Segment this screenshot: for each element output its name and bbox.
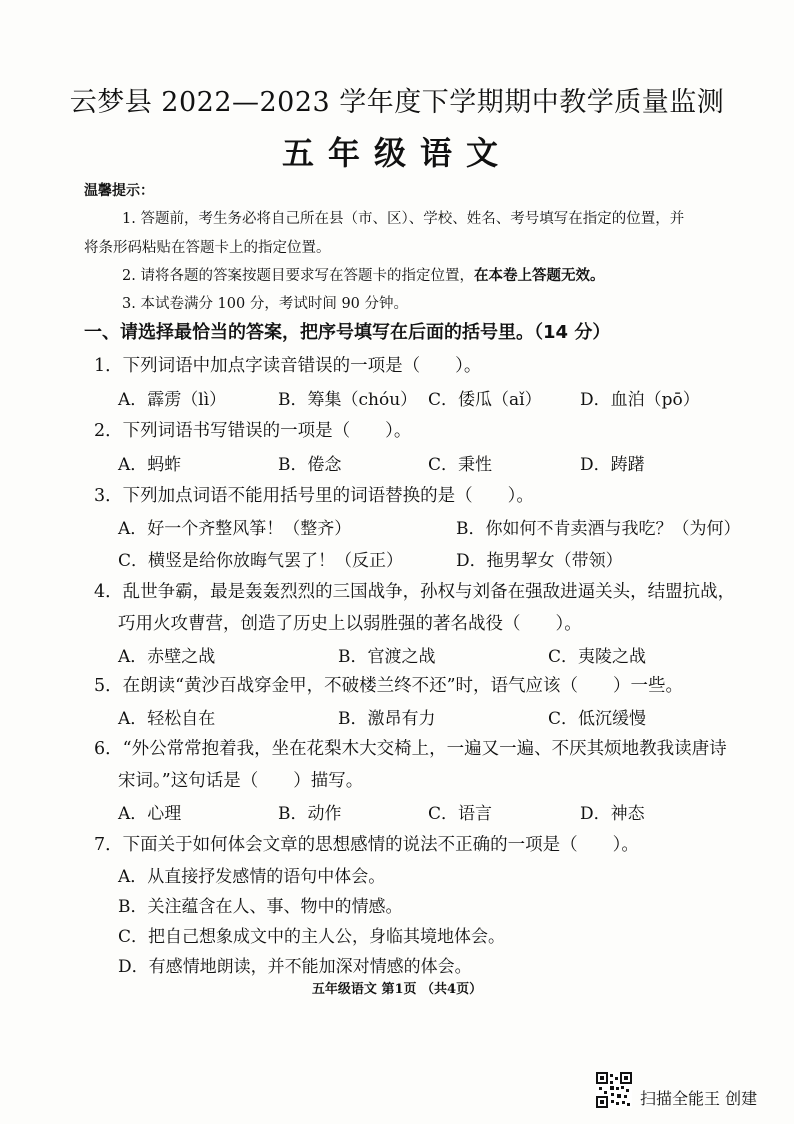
question-7-option-d: D．有感情地朗读，并不能加深对情感的体会。: [118, 957, 472, 977]
scanner-watermark-text: 扫描全能王 创建: [640, 1089, 758, 1108]
question-6-stem-line-1: 6．“外公常常抱着我，坐在花梨木大交椅上，一遍又一遍、不厌其烦地教我读唐诗: [94, 739, 727, 759]
question-2-option-c: C．秉性: [428, 455, 493, 475]
question-1-option-a: A．霹雳（lì）: [118, 390, 227, 410]
question-1-option-d: D．血泊（pō）: [580, 390, 700, 410]
question-5-option-b: B．激昂有力: [338, 709, 436, 729]
question-4-option-b: B．官渡之战: [338, 647, 436, 667]
question-5-option-a: A．轻松自在: [118, 709, 216, 729]
question-4-stem-line-1: 4．乱世争霸，最是轰轰烈烈的三国战争，孙权与刘备在强敌进逼关头，结盟抗战，: [94, 582, 736, 602]
question-7-option-a: A．从直接抒发感情的语句中体会。: [118, 867, 386, 887]
question-6-option-a: A．心理: [118, 804, 182, 824]
exam-title: 云梦县 2022—2023 学年度下学期期中教学质量监测: [69, 87, 725, 118]
question-6-option-c: C．语言: [428, 804, 493, 824]
page-footer: 五年级语文 第1页 （共4页）: [311, 982, 483, 997]
question-4-stem-line-2: 巧用火攻曹营，创造了历史上以弱胜强的著名战役（ ）。: [118, 614, 582, 634]
question-3-stem: 3．下列加点词语不能用括号里的词语替换的是（ ）。: [94, 486, 534, 506]
qr-code-icon: [596, 1072, 632, 1108]
section-1-heading: 一、请选择最恰当的答案，把序号填写在后面的括号里。（14 分）: [84, 322, 611, 343]
question-7-option-b: B．关注蕴含在人、事、物中的情感。: [118, 897, 403, 917]
question-3-option-c: C．横竖是给你放晦气罢了！（反正）: [118, 551, 404, 571]
question-6-option-b: B．动作: [278, 804, 342, 824]
question-6-option-d: D．神态: [580, 804, 645, 824]
exam-subject: 五年级语文: [281, 134, 512, 172]
question-2-option-b: B．倦念: [278, 455, 342, 475]
tip-item-3: 3. 本试卷满分 100 分，考试时间 90 分钟。: [122, 296, 409, 312]
question-1-stem: 1．下列词语中加点字读音错误的一项是（ ）。: [94, 356, 482, 376]
question-5-option-c: C．低沉缓慢: [548, 709, 647, 729]
tip-item-2-emphasis: 在本卷上答题无效。: [473, 267, 605, 284]
tips-heading: 温馨提示：: [84, 183, 154, 199]
question-4-option-c: C．夷陵之战: [548, 647, 647, 667]
tip-item-2-text: 2. 请将各题的答案按题目要求写在答题卡的指定位置，: [122, 268, 474, 284]
question-2-option-d: D．踌躇: [580, 455, 645, 475]
question-3-option-a: A．好一个齐整风筝！（整齐）: [118, 519, 352, 539]
question-5-stem: 5．在朗读“黄沙百战穿金甲，不破楼兰终不还”时，语气应该（ ）一些。: [94, 676, 684, 696]
question-2-stem: 2．下列词语书写错误的一项是（ ）。: [94, 421, 412, 441]
question-1-option-c: C．倭瓜（aǐ）: [428, 390, 542, 410]
question-3-option-d: D．拖男挈女（带领）: [456, 551, 623, 571]
question-6-stem-line-2: 宋词。”这句话是（ ）描写。: [118, 771, 364, 791]
tip-item-1-line-1: 1. 答题前，考生务必将自己所在县（市、区）、学校、姓名、考号填写在指定的位置，并: [122, 211, 685, 227]
question-7-stem: 7．下面关于如何体会文章的思想感情的说法不正确的一项是（ ）。: [94, 835, 639, 855]
question-1-option-b: B．筹集（chóu）: [278, 390, 418, 410]
tip-item-1-line-2: 将条形码粘贴在答题卡上的指定位置。: [84, 240, 331, 256]
question-3-option-b: B．你如何不肯卖酒与我吃？（为何）: [456, 519, 741, 539]
question-2-option-a: A．蚂蚱: [118, 455, 182, 475]
question-4-option-a: A．赤壁之战: [118, 647, 216, 667]
tip-item-2: [122, 264, 604, 285]
question-7-option-c: C．把自己想象成文中的主人公，身临其境地体会。: [118, 927, 506, 947]
